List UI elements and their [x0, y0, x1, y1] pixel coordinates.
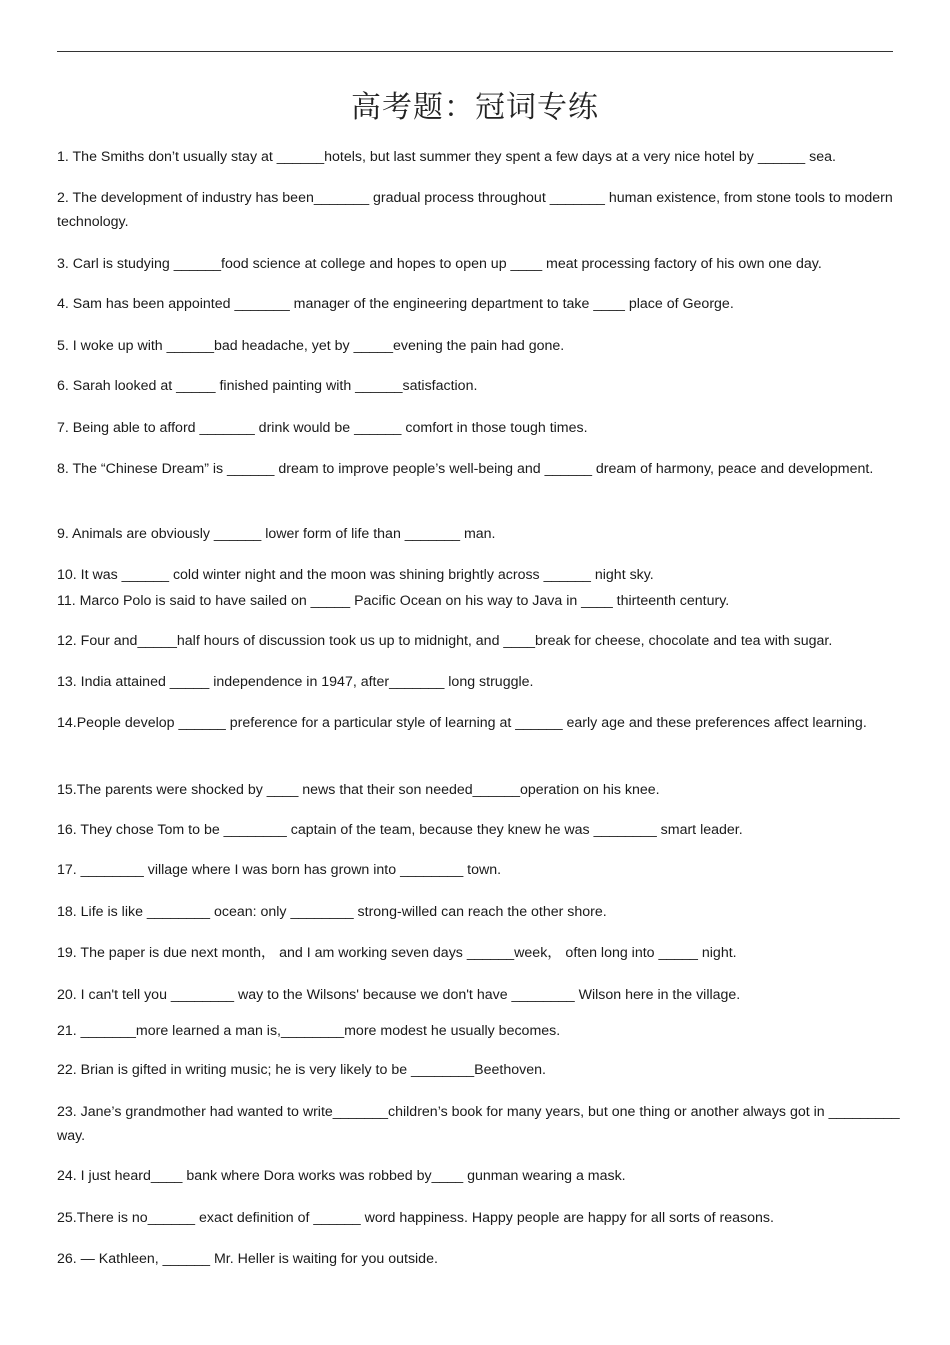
question-25: 25.There is no______ exact definition of ______ word happiness. Happy people are happy for all sorts of reasons. — [57, 1210, 774, 1226]
question-9: 9. Animals are obviously ______ lower form of life than _______ man. — [57, 526, 496, 542]
question-1: 1. The Smiths don’t usually stay at ______hotels, but last summer they spent a few days at a very nice hotel by ______ sea. — [57, 149, 836, 165]
question-5: 5. I woke up with ______bad headache, yet by _____evening the pain had gone. — [57, 338, 565, 354]
question-7: 7. Being able to afford _______ drink would be ______ comfort in those tough times. — [57, 420, 588, 436]
question-10: 10. It was ______ cold winter night and the moon was shining brightly across ______ night sky. — [57, 567, 654, 583]
question-26: 26. — Kathleen, ______ Mr. Heller is waiting for you outside. — [57, 1251, 438, 1267]
question-21: 21. _______more learned a man is,________more modest he usually becomes. — [57, 1023, 561, 1039]
question-2: 2. The development of industry has been_______ gradual process throughout _______ human existence, from stone tools to modern technology. — [57, 190, 893, 230]
page-title: 高考题：冠词专练 — [351, 90, 599, 125]
question-14: 14.People develop ______ preference for a particular style of learning at ______ early age and these preferences affect learning. — [57, 715, 867, 731]
question-4: 4. Sam has been appointed _______ manager of the engineering department to take ____ place of George. — [57, 296, 734, 312]
question-18: 18. Life is like ________ ocean: only ________ strong-willed can reach the other shore. — [57, 904, 607, 920]
question-23: 23. Jane’s grandmother had wanted to write_______children’s book for many years, but one thing or another always got in _________ way. — [57, 1104, 900, 1144]
question-15: 15.The parents were shocked by ____ news that their son needed______operation on his knee. — [57, 782, 660, 798]
question-24: 24. I just heard____ bank where Dora works was robbed by____ gunman wearing a mask. — [57, 1168, 626, 1184]
question-16: 16. They chose Tom to be ________ captain of the team, because they knew he was ________ smart leader. — [57, 822, 743, 838]
question-3: 3. Carl is studying ______food science at college and hopes to open up ____ meat processing factory of his own one day. — [57, 256, 822, 272]
question-13: 13. India attained _____ independence in 1947, after_______ long struggle. — [57, 674, 534, 690]
header-rule — [57, 51, 893, 52]
question-12: 12. Four and_____half hours of discussion took us up to midnight, and ____break for cheese, chocolate and tea with sugar. — [57, 633, 833, 649]
question-17: 17. ________ village where I was born has grown into ________ town. — [57, 862, 502, 878]
question-20: 20. I can't tell you ________ way to the Wilsons' because we don't have ________ Wilson here in the village. — [57, 987, 741, 1003]
question-22: 22. Brian is gifted in writing music; he is very likely to be ________Beethoven. — [57, 1062, 546, 1078]
question-11: 11. Marco Polo is said to have sailed on _____ Pacific Ocean on his way to Java in ____ thirteenth century. — [57, 593, 730, 609]
question-19: 19. The paper is due next month， and I am working seven days ______week， often long into _____ night. — [57, 945, 737, 961]
question-8: 8. The “Chinese Dream” is ______ dream to improve people’s well-being and ______ dream of harmony, peace and development. — [57, 461, 874, 477]
question-6: 6. Sarah looked at _____ finished painting with ______satisfaction. — [57, 378, 478, 394]
